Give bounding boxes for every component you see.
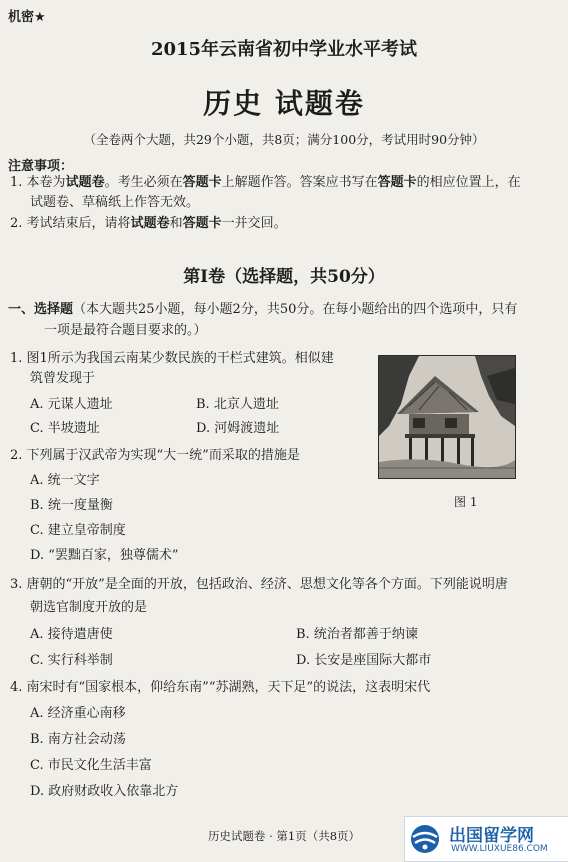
- page-footer: 历史试题卷 · 第1页（共8页）: [207, 829, 361, 843]
- secret-label: 机密★: [8, 10, 46, 25]
- question-2-stem: 2. 下列属于汉武帝为实现“大一统”而采取的措施是: [10, 448, 300, 463]
- watermark-url: WWW.LIUXUE86.COM: [451, 844, 548, 854]
- question-4-stem: 4. 南宋时有“国家根本，仰给东南”“苏湖熟，天下足”的说法，这表明宋代: [10, 680, 431, 695]
- question-1-option-c: C. 半坡遗址: [30, 421, 100, 436]
- question-1-option-d: D. 河姆渡遗址: [196, 421, 280, 436]
- question-4-option-d: D. 政府财政收入依靠北方: [30, 784, 179, 799]
- question-4-option-b: B. 南方社会动荡: [30, 732, 126, 747]
- note-item-1: 1. 本卷为试题卷。考生必须在答题卡上解题作答。答案应书写在答题卡的相应位置上，在: [10, 175, 521, 190]
- question-3-stem-cont: 朝选官制度开放的是: [30, 600, 148, 615]
- question-3-option-b: B. 统治者都善于纳谏: [296, 627, 418, 642]
- notes-heading: 注意事项：: [8, 159, 74, 174]
- watermark-logo: [404, 816, 568, 862]
- question-2-option-c: C. 建立皇帝制度: [30, 523, 126, 538]
- section-intro: 一、选择题（本大题共25小题，每小题2分，共50分。在每小题给出的四个选项中，只有: [8, 302, 518, 317]
- note-item-1-cont: 试题卷、草稿纸上作答无效。: [30, 195, 200, 210]
- watermark-name: 出国留学网: [449, 826, 534, 846]
- note-item-2: 2. 考试结束后，请将试题卷和答题卡一并交回。: [10, 216, 287, 231]
- stilt-house-illustration: [379, 356, 515, 478]
- question-1-option-a: A. 元谋人遗址: [30, 397, 113, 412]
- question-3-option-c: C. 实行科举制: [30, 653, 113, 668]
- question-1-stem: 1. 图1所示为我国云南某少数民族的干栏式建筑。相似建: [10, 351, 334, 366]
- question-1-option-b: B. 北京人遗址: [196, 397, 279, 412]
- stilt-house-figure: [378, 355, 516, 479]
- question-2-option-d: D. “罢黜百家，独尊儒术”: [30, 548, 179, 563]
- question-4-option-c: C. 市民文化生活丰富: [30, 758, 152, 773]
- section-title: 第Ⅰ卷（选择题，共50分）: [183, 267, 385, 287]
- question-3-option-d: D. 长安是座国际大都市: [296, 653, 432, 668]
- figure-caption: 图 1: [454, 495, 478, 509]
- globe-icon: [409, 823, 441, 855]
- question-2-option-a: A. 统一文字: [30, 473, 100, 488]
- exam-subtitle: （全卷两个大题，共29个小题，共8页；满分100分，考试用时90分钟）: [83, 132, 485, 147]
- section-intro-cont: 一项是最符合题目要求的。）: [44, 323, 207, 338]
- question-4-option-a: A. 经济重心南移: [30, 706, 126, 721]
- question-2-option-b: B. 统一度量衡: [30, 498, 113, 513]
- subject-title: 历史 试题卷: [203, 87, 365, 120]
- question-3-option-a: A. 接待遣唐使: [30, 627, 113, 642]
- question-3-stem: 3. 唐朝的“开放”是全面的开放，包括政治、经济、思想文化等各个方面。下列能说明唐: [10, 577, 508, 592]
- exam-title: 2015年云南省初中学业水平考试: [150, 39, 418, 60]
- question-1-stem-cont: 筑曾发现于: [30, 371, 96, 386]
